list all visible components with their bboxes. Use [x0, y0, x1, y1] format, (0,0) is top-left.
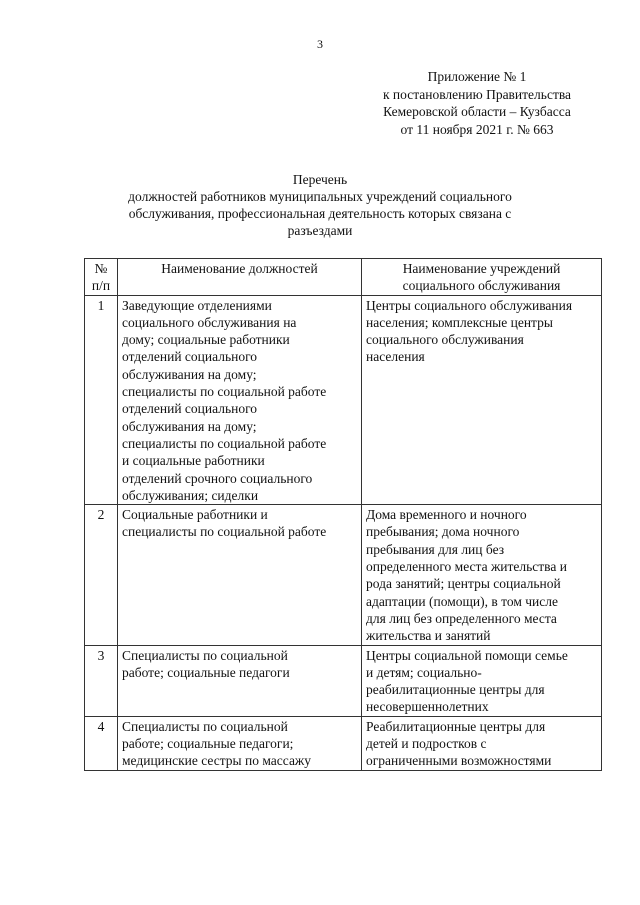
header-organization	[362, 259, 602, 296]
table-row	[85, 295, 602, 505]
organization-line: Дома временного и ночного	[366, 507, 527, 523]
position-line: Заведующие отделениями	[122, 297, 272, 313]
position-line: отделений срочного социального	[122, 470, 313, 486]
organization-line: и детям; социально-	[366, 664, 482, 680]
row-number: 3	[85, 645, 118, 716]
organization-line: ограниченными возможностями	[366, 753, 552, 769]
table-body	[85, 295, 602, 770]
row-organizations	[362, 505, 602, 645]
title-line: обслуживания, профессиональная деятельность которых связана с	[128, 206, 512, 221]
header-organization-line: Наименование учреждений	[402, 261, 561, 276]
row-positions	[118, 505, 362, 645]
organization-line: для лиц без определенного места	[366, 610, 557, 626]
row-number: 2	[85, 505, 118, 645]
position-line: медицинские сестры по массажу	[122, 753, 312, 769]
header-number	[85, 259, 118, 296]
position-line: и социальные работники	[122, 453, 265, 469]
position-line: отделений социального	[122, 349, 258, 365]
positions-table-container	[84, 258, 601, 771]
organization-line: Центры социальной помощи семье	[366, 647, 568, 663]
position-line: Специалисты по социальной	[122, 718, 288, 734]
table-row	[85, 645, 602, 716]
position-line: обслуживания; сиделки	[122, 487, 259, 503]
position-line: Специалисты по социальной	[122, 647, 288, 663]
position-line: специалисты по социальной работе	[122, 384, 327, 400]
appendix-line: Кемеровской области – Кузбасса	[383, 104, 571, 119]
position-line: работе; социальные педагоги;	[122, 736, 294, 752]
table-header-row	[85, 259, 602, 296]
row-organizations	[362, 645, 602, 716]
page-number: 3	[317, 37, 323, 51]
organization-line: Реабилитационные центры для	[366, 718, 546, 734]
organization-line: несовершеннолетних	[366, 699, 489, 715]
organization-line: рода занятий; центры социальной	[366, 576, 561, 592]
position-line: социального обслуживания на	[122, 314, 297, 330]
row-number: 4	[85, 716, 118, 770]
organization-line: социального обслуживания	[366, 332, 524, 348]
organization-line: населения; комплексные центры	[366, 314, 553, 330]
position-line: специалисты по социальной работе	[122, 435, 327, 451]
appendix-line: от 11 ноября 2021 г. № 663	[400, 121, 554, 137]
header-number-line: №	[94, 261, 108, 276]
organization-line: Центры социального обслуживания	[366, 297, 573, 313]
row-organizations	[362, 295, 602, 505]
organization-line: определенного места жительства и	[366, 559, 567, 575]
table-row	[85, 505, 602, 645]
title-line: Перечень	[292, 172, 348, 187]
header-organization-line: социального обслуживания	[402, 278, 561, 294]
header-number-line: п/п	[91, 278, 111, 294]
row-number: 1	[85, 295, 118, 505]
organization-line: реабилитационные центры для	[366, 682, 545, 698]
appendix-header	[352, 68, 602, 138]
row-organizations	[362, 716, 602, 770]
row-positions	[118, 645, 362, 716]
document-title	[100, 171, 540, 239]
organization-line: пребывания; дома ночного	[366, 524, 520, 540]
organization-line: адаптации (помощи), в том числе	[366, 593, 558, 609]
position-line: обслуживания на дому;	[122, 366, 257, 382]
position-line: отделений социального	[122, 401, 258, 417]
position-line: Социальные работники и	[122, 507, 268, 523]
table-row	[85, 716, 602, 770]
row-positions	[118, 716, 362, 770]
position-line: дому; социальные работники	[122, 332, 290, 348]
appendix-line: к постановлению Правительства	[382, 86, 572, 102]
position-line: специалисты по социальной работе	[122, 524, 327, 540]
row-positions	[118, 295, 362, 505]
position-line: обслуживания на дому;	[122, 418, 257, 434]
organization-line: детей и подростков с	[366, 736, 487, 752]
organization-line: населения	[366, 349, 425, 365]
organization-line: жительства и занятий	[366, 628, 491, 644]
title-line: разъездами	[287, 223, 353, 238]
header-position-label: Наименование должностей	[161, 261, 318, 276]
organization-line: пребывания для лиц без	[366, 541, 505, 557]
appendix-line: Приложение № 1	[427, 69, 527, 84]
header-position	[118, 259, 362, 296]
positions-table	[84, 258, 602, 771]
position-line: работе; социальные педагоги	[122, 664, 290, 680]
title-line: должностей работников муниципальных учреждений социального	[128, 189, 512, 204]
